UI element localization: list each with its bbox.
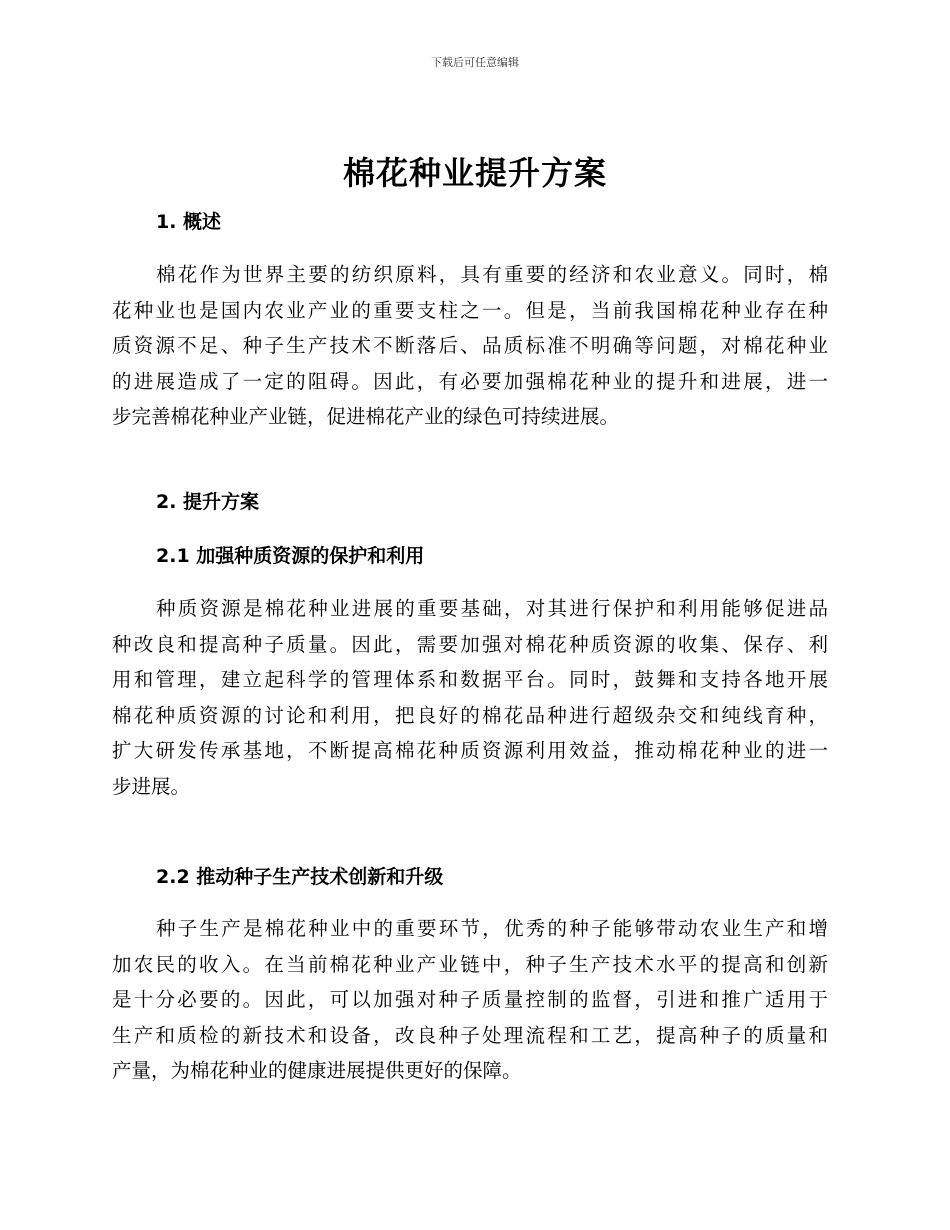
paragraph-line: 是十分必要的。因此，可以加强对种子质量控制的监督，引进和推广适用于: [112, 988, 828, 1011]
paragraph-line: 产量，为棉花种业的健康进展提供更好的保障。: [112, 1059, 522, 1082]
section-heading-germplasm: 2.1 加强种质资源的保护和利用: [156, 545, 425, 567]
paragraph-overview: [112, 257, 828, 435]
paragraph-line: 种质资源是棉花种业进展的重要基础，对其进行保护和利用能够促进品: [156, 597, 828, 620]
paragraph-line: 棉花种质资源的讨论和利用，把良好的棉花品种进行超级杂交和纯线育种，: [112, 703, 828, 727]
paragraph-line: 棉花作为世界主要的纺织原料，具有重要的经济和农业意义。同时，棉: [156, 263, 828, 286]
section-heading-plan: 2. 提升方案: [156, 491, 260, 513]
document-title: 棉花种业提升方案: [342, 154, 607, 192]
paragraph-line: 生产和质检的新技术和设备，改良种子处理流程和工艺，提高种子的质量和: [112, 1023, 828, 1047]
section-heading-seed-tech: 2.2 推动种子生产技术创新和升级: [156, 866, 444, 888]
paragraph-line: 加农民的收入。在当前棉花种业产业链中，种子生产技术水平的提高和创新: [112, 952, 828, 976]
paragraph-line: 花种业也是国内农业产业的重要支柱之一。但是，当前我国棉花种业存在种: [112, 298, 828, 322]
paragraph-line: 的进展造成了一定的阻碍。因此，有必要加强棉花种业的提升和进展，进一: [112, 369, 828, 393]
paragraph-line: 用和管理，建立起科学的管理体系和数据平台。同时，鼓舞和支持各地开展: [112, 668, 828, 691]
paragraph-germplasm: [112, 591, 828, 804]
paragraph-seed-tech: [112, 911, 828, 1089]
section-heading-overview: 1. 概述: [156, 211, 222, 233]
paragraph-line: 步进展。: [112, 774, 191, 798]
paragraph-line: 质资源不足、种子生产技术不断落后、品质标准不明确等问题，对棉花种业: [112, 334, 828, 357]
paragraph-line: 扩大研发传承基地，不断提高棉花种质资源利用效益，推动棉花种业的进一: [112, 739, 828, 762]
paragraph-line: 种改良和提高种子质量。因此，需要加强对棉花种质资源的收集、保存、利: [112, 632, 828, 656]
page-header-note: 下载后可任意编辑: [431, 56, 519, 69]
paragraph-line: 步完善棉花种业产业链，促进棉花产业的绿色可持续进展。: [112, 405, 620, 428]
paragraph-line: 种子生产是棉花种业中的重要环节，优秀的种子能够带动农业生产和增: [156, 917, 828, 940]
